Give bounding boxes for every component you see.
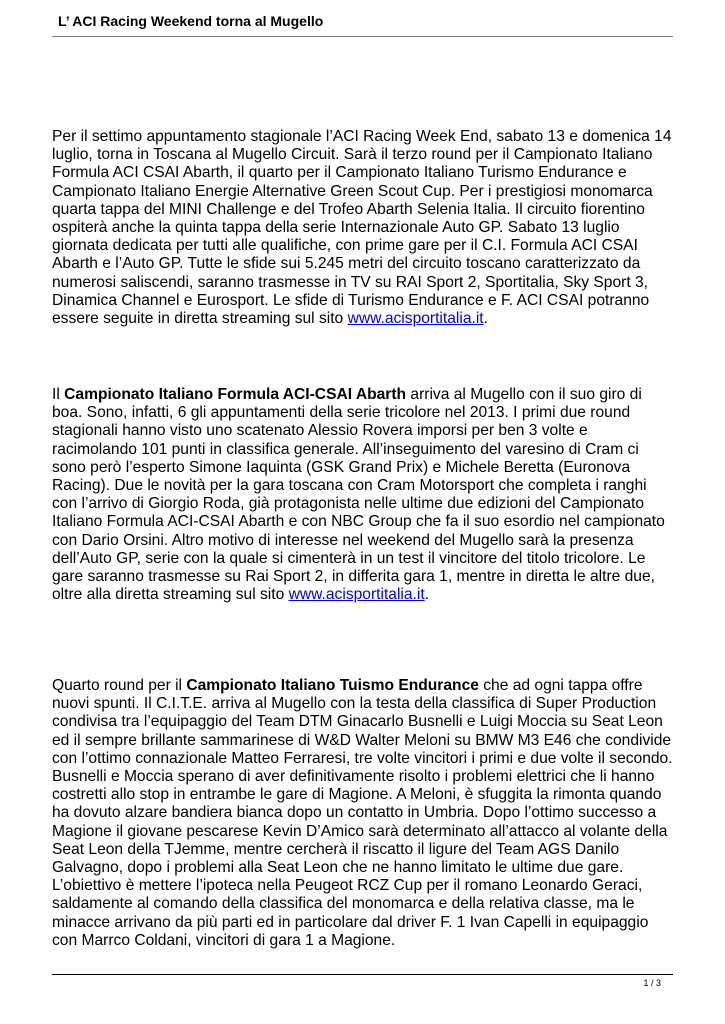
page-number: 1 / 3 xyxy=(643,978,661,988)
paragraph-text: arriva al Mugello con il suo giro di boa. Sono, infatti, 6 gli appuntamenti della serie tricolore nel 2013. I primi due round stagionali hanno visto uno scatenato Alessio Rovera imporsi per ben 3 volte e racimolando 101 punti in classifica generale. All’inseguimento del varesino di Cram ci sono però l’esperto Simone Iaquinta (GSK Grand Prix) e Michele Beretta (Euronova Racing). Due le novità per la gara toscana con Cram Motorsport che completa i ranghi con l’arrivo di Giorgio Roda, già protagonista nelle ultime due edizioni del Campionato Italiano Formula ACI-CSAI Abarth e con NBC Group che fa il suo esordio nel campionato con Dario Orsini. Altro motivo di interesse nel weekend del Mugello sarà la presenza dell’Auto GP, serie con la quale si cimenterà in un test il vincitore del titolo tricolore. Le gare saranno trasmesse su Rai Sport 2, in differita gara 1, mentre in diretta le altre due, oltre alla diretta streaming sul sito xyxy=(52,386,665,604)
header-divider xyxy=(52,36,673,37)
championship-name: Campionato Italiano Tuismo Endurance xyxy=(186,677,479,694)
championship-name: Campionato Italiano Formula ACI-CSAI Abarth xyxy=(64,386,407,403)
acisport-link[interactable]: www.acisportitalia.it xyxy=(288,586,425,604)
paragraph-text: Per il settimo appuntamento stagionale l’ACI Racing Week End, sabato 13 e domenica 14 luglio, torna in Toscana al Mugello Circuit. Sarà il terzo round per il Campionato Italiano Formula ACI CSAI Abarth, il quarto per il Campionato Italiano Turismo Endurance e Campionato Italiano Energie Alternative Green Scout Cup. Per i prestigiosi monomarca quarta tappa del MINI Challenge e del Trofeo Abarth Selenia Italia. Il circuito fiorentino ospiterà anche la quinta tappa della serie Internazionale Auto GP. Sabato 13 luglio giornata dedicata per tutti alle qualifiche, con prime gare per il C.I. Formula ACI CSAI Abarth e l’Auto GP. Tutte le sfide sui 5.245 metri del circuito toscano caratterizzato da numerosi saliscendi, saranno trasmesse in TV su RAI Sport 2, Sportitalia, Sky Sport 3, Dinamica Channel e Eurosport. Le sfide di Turismo Endurance e F. ACI CSAI potranno essere seguite in diretta streaming sul sito xyxy=(52,128,672,328)
paragraph-intro xyxy=(52,128,674,328)
footer-divider xyxy=(52,974,673,975)
paragraph-text: che ad ogni tappa offre nuovi spunti. Il C.I.T.E. arriva al Mugello con la testa della classifica di Super Production condivisa tra l’equipaggio del Team DTM Ginacarlo Busnelli e Luigi Moccia su Seat Leon ed il sempre brillante sammarinese di W&D Walter Meloni su BMW M3 E46 che condivide con l’ottimo connazionale Matteo Ferraresi, tre volte vincitori i primi e due volte il secondo. Busnelli e Moccia sperano di aver definitivamente risolto i problemi elettrici che li hanno costretti allo stop in entrambe le gare di Magione. A Meloni, è sfuggita la rimonta quando ha dovuto alzare bandiera bianca dopo un contatto in Umbria. Dopo l’ottimo successo a Magione il giovane pescarese Kevin D’Amico sarà determinato all’attacco al volante della Seat Leon della TJemme, mentre cercherà il riscatto il ligure del Team AGS Danilo Galvagno, dopo i problemi alla Seat Leon che ne hanno limitato le ultime due gare. L’obiettivo è mettere l’ipoteca nella Peugeot RCZ Cup per il romano Leonardo Geraci, saldamente al comando della classifica del monomarca e della relativa classe, ma le minacce arrivano da più parti ed in particolare dal driver F. 1 Ivan Capelli in equipaggio con Marrco Coldani, vincitori di gara 1 a Magione. xyxy=(52,677,673,949)
paragraph-lead: Il xyxy=(52,386,65,403)
paragraph-endurance xyxy=(52,677,674,950)
page-title: L’ ACI Racing Weekend torna al Mugello xyxy=(58,13,324,29)
acisport-link[interactable]: www.acisportitalia.it xyxy=(347,310,484,328)
paragraph-formula xyxy=(52,386,674,604)
paragraph-lead: Quarto round per il xyxy=(52,677,187,694)
paragraph-end: . xyxy=(483,310,488,328)
paragraph-end: . xyxy=(424,586,430,604)
